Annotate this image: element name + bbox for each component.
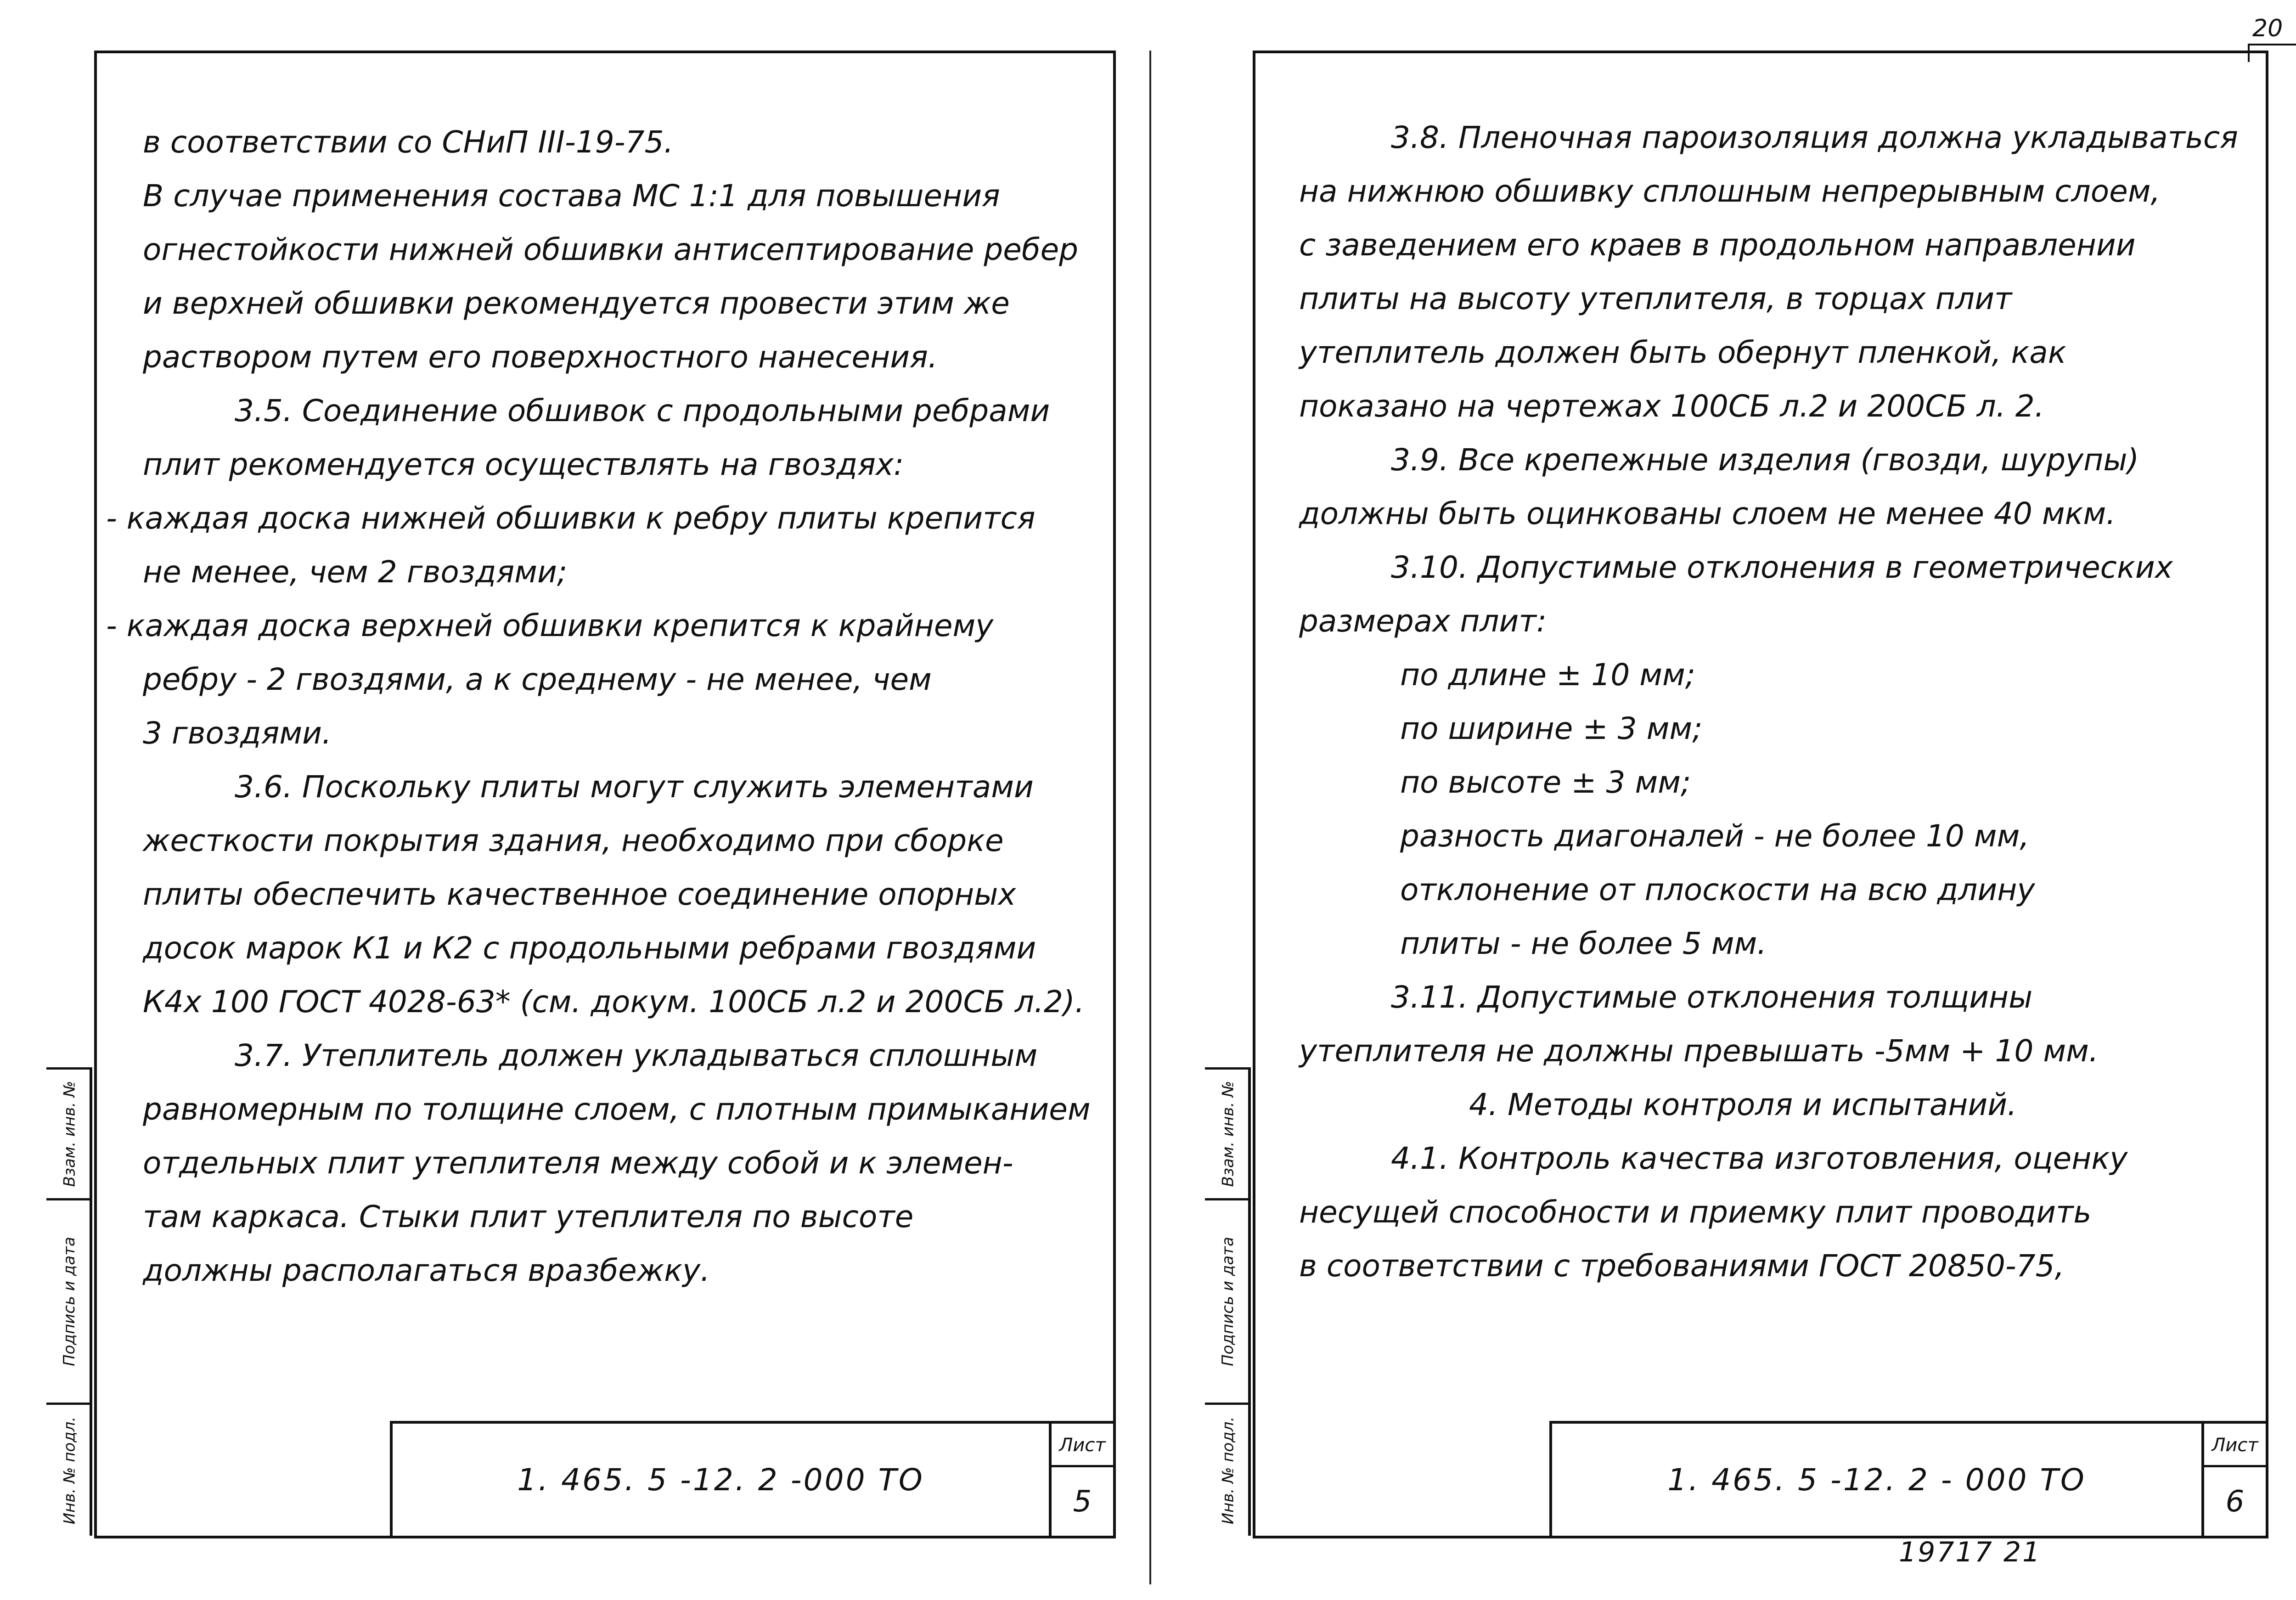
text-line: В случае применения состава МС 1:1 для повышения <box>143 178 1000 214</box>
text-line: 3.9. Все крепежные изделия (гвозди, шурупы) <box>1391 442 2139 478</box>
text-line: плиты на высоту утеплителя, в торцах плит <box>1299 281 2012 316</box>
text-line: отклонение от плоскости на всю длину <box>1400 872 2035 907</box>
text-line: утеплитель должен быть обернут пленкой, как <box>1299 335 2066 370</box>
left-stamp-column <box>46 1067 92 1536</box>
text-line: 4.1. Контроль качества изготовления, оценку <box>1391 1141 2128 1176</box>
text-line: утеплителя не должны превышать -5мм + 10 мм. <box>1299 1033 2099 1069</box>
text-line: К4х 100 ГОСТ 4028-63* (см. докум. 100СБ л.2 и 200СБ л.2). <box>143 984 1085 1020</box>
right-page <box>1219 51 2268 1538</box>
sheet-number: 20 <box>2252 15 2283 42</box>
text-line: плит рекомендуется осуществлять на гвоздях: <box>143 447 904 482</box>
stamp-replaced-inv: Взам. инв. № <box>1205 1067 1251 1198</box>
left-title-block <box>390 1421 1113 1536</box>
sheet-box <box>2201 1424 2266 1536</box>
stamp-signature-date: Подпись и дата <box>1205 1198 1251 1403</box>
text-line: 3.10. Допустимые отклонения в геометрических <box>1391 550 2173 585</box>
text-line: жесткости покрытия здания, необходимо при сборке <box>143 823 1004 858</box>
right-title-block <box>1549 1421 2266 1536</box>
text-line: должны располагаться вразбежку. <box>143 1253 710 1288</box>
text-line: плиты обеспечить качественное соединение опорных <box>143 877 1016 912</box>
sheet-label: Лист <box>2204 1424 2266 1467</box>
sheet-label: Лист <box>1052 1424 1113 1467</box>
left-page-text <box>106 115 1104 1297</box>
text-line: по ширине ± 3 мм; <box>1400 711 1703 746</box>
text-line: плиты - не более 5 мм. <box>1400 926 1767 961</box>
text-line: по высоте ± 3 мм; <box>1400 765 1691 800</box>
sheet-page-number: 6 <box>2225 1484 2245 1519</box>
left-page <box>60 51 1116 1538</box>
text-line: по длине ± 10 мм; <box>1400 657 1696 693</box>
stamp-replaced-inv: Взам. инв. № <box>46 1067 92 1198</box>
text-line: 3.11. Допустимые отклонения толщины <box>1391 980 2033 1015</box>
text-line: огнестойкости нижней обшивки антисептирование ребер <box>143 232 1079 267</box>
text-line: не менее, чем 2 гвоздями; <box>143 554 568 590</box>
sheet-page-number: 5 <box>1073 1484 1092 1519</box>
text-line: на нижнюю обшивку сплошным непрерывным слоем, <box>1299 174 2161 209</box>
doc-code: 1. 465. 5 -12. 2 -000 ТО <box>517 1462 924 1498</box>
right-stamp-column <box>1205 1067 1251 1536</box>
stamp-signature-date: Подпись и дата <box>46 1198 92 1403</box>
doc-code: 1. 465. 5 -12. 2 - 000 ТО <box>1667 1462 2086 1498</box>
text-line: в соответствии с требованиями ГОСТ 20850-75, <box>1299 1248 2065 1284</box>
fold-line <box>1149 51 1151 1584</box>
text-line: 3.8. Пленочная пароизоляция должна укладываться <box>1391 120 2238 155</box>
inventory-number: 19717 21 <box>1899 1536 2042 1568</box>
text-line: там каркаса. Стыки плит утеплителя по высоте <box>143 1199 914 1234</box>
text-line: равномерным по толщине слоем, с плотным примыканием <box>143 1092 1091 1127</box>
text-line: - каждая доска нижней обшивки к ребру плиты крепится <box>106 501 1035 536</box>
text-line: 3.7. Утеплитель должен укладываться сплошным <box>235 1038 1038 1073</box>
corner-mark <box>2248 44 2296 45</box>
stamp-inv-no-orig: Инв. № подл. <box>46 1403 92 1536</box>
sheet-box <box>1049 1424 1113 1536</box>
text-line: и верхней обшивки рекомендуется провести этим же <box>143 286 1010 321</box>
stamp-inv-no-orig: Инв. № подл. <box>1205 1403 1251 1536</box>
text-line: 3.6. Поскольку плиты могут служить элементами <box>235 769 1034 805</box>
text-line: - каждая доска верхней обшивки крепится к крайнему <box>106 608 994 643</box>
text-line: несущей способности и приемку плит проводить <box>1299 1194 2092 1230</box>
text-line: показано на чертежах 100СБ л.2 и 200СБ л. 2. <box>1299 389 2044 424</box>
text-line: досок марок К1 и К2 с продольными ребрами гвоздями <box>143 930 1036 966</box>
text-line: размерах плит: <box>1299 603 1547 639</box>
text-line: разность диагоналей - не более 10 мм, <box>1400 818 2030 854</box>
right-page-text <box>1299 111 2257 1293</box>
text-line: в соответствии со СНиП III-19-75. <box>143 124 674 160</box>
text-line: 3.5. Соединение обшивок с продольными ребрами <box>235 393 1050 428</box>
text-line: 3 гвоздями. <box>143 715 332 751</box>
text-line: должны быть оцинкованы слоем не менее 40 мкм. <box>1299 496 2116 531</box>
text-line: ребру - 2 гвоздями, а к среднему - не менее, чем <box>143 662 932 697</box>
text-line: раствором путем его поверхностного нанесения. <box>143 339 938 375</box>
text-line: отдельных плит утеплителя между собой и к элемен- <box>143 1145 1013 1181</box>
text-line: 4. Методы контроля и испытаний. <box>1469 1087 2017 1122</box>
text-line: с заведением его краев в продольном направлении <box>1299 227 2136 263</box>
